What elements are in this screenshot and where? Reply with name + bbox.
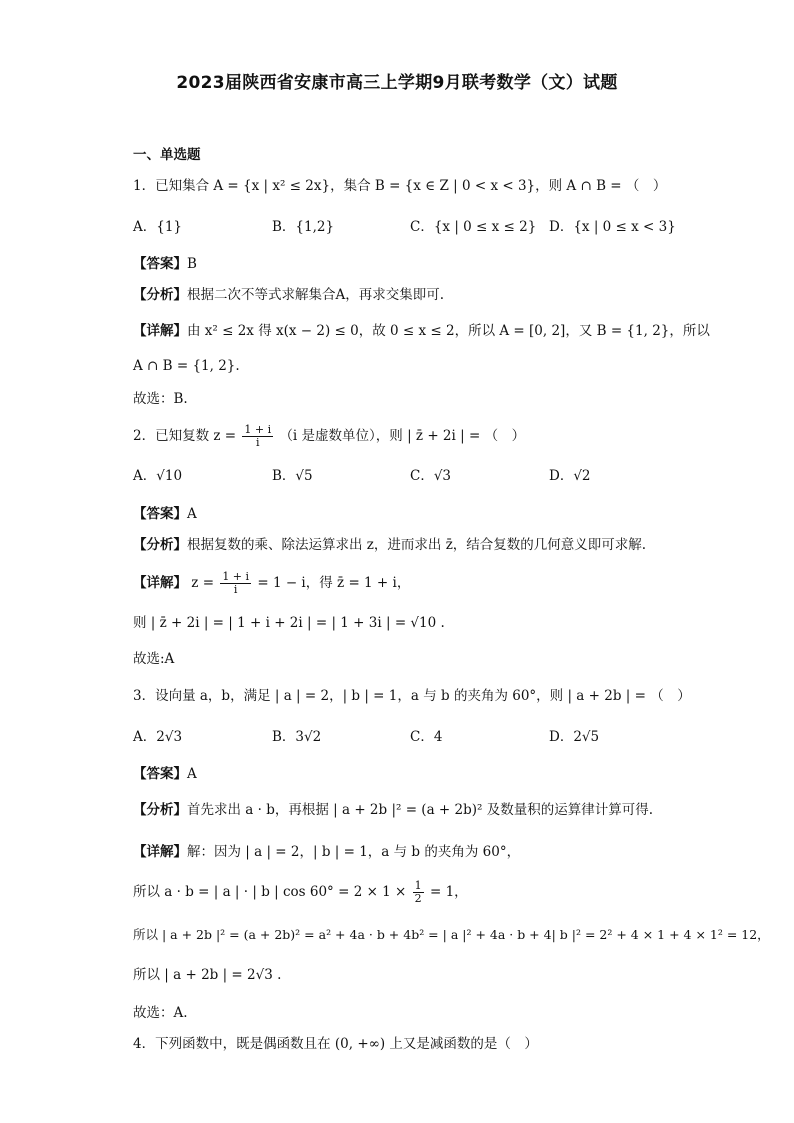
q2-detail-2: 则 | z̄ + 2i | = | 1 + i + 2i | = | 1 + 3i | = √10 . [133, 615, 445, 631]
q2-frac-den: i [256, 436, 260, 449]
q2-analysis-line [133, 536, 646, 554]
q2-detail-pre: z = [191, 575, 215, 591]
q2-answer-line [133, 505, 197, 523]
q3-answer: A [187, 766, 197, 782]
q3-detail-line [133, 843, 520, 861]
q1-option-b: B．{1,2} [272, 219, 335, 235]
q3-half-fraction [413, 880, 424, 905]
q2-stem [133, 424, 525, 449]
q1-detail-1: 由 x² ≤ 2x 得 x(x − 2) ≤ 0，故 0 ≤ x ≤ 2，所以 A = [0, 2]，又 B = {1, 2}，所以 [187, 323, 710, 339]
q3-answer-line [133, 765, 197, 783]
q1-analysis-line [133, 286, 444, 304]
q3-option-c: C．4 [410, 729, 443, 745]
q2-frac-num: 1 + i [244, 423, 272, 436]
q2-option-a: A．√10 [133, 468, 183, 484]
q1-option-a: A．{1} [133, 219, 183, 235]
q1-choose: 故选：B. [133, 391, 188, 407]
q3-choose: 故选：A. [133, 1005, 188, 1021]
q2-detail-frac-num: 1 + i [222, 570, 250, 583]
q2-option-c: C．√3 [410, 468, 452, 484]
detail-label: 【详解】 [133, 844, 187, 860]
q1-detail-line [133, 322, 710, 340]
q1-detail-2: A ∩ B = {1, 2}. [133, 358, 240, 374]
q1-stem: 1．已知集合 A = {x | x² ≤ 2x}，集合 B = {x ∈ Z | 0 < x < 3}，则 A ∩ B = （ ） [133, 178, 667, 194]
answer-label: 【答案】 [133, 256, 187, 272]
q3-option-a: A．2√3 [133, 729, 183, 745]
q4-stem: 4．下列函数中，既是偶函数且在 (0, +∞) 上又是减函数的是（ ） [133, 1036, 538, 1052]
q2-stem-post: （i 是虚数单位），则 | z̄ + 2i | = （ ） [279, 428, 526, 444]
q3-detail-3: 所以 | a + 2b |² = (a + 2b)² = a² + 4a · b + 4b² = | a |² + 4a · b + 4| b |² = 2² + 4 × 1 + 4 × 1² = 12， [133, 927, 770, 942]
q1-answer-line [133, 255, 197, 273]
q2-detail-frac-den: i [233, 583, 238, 596]
analysis-label: 【分析】 [133, 287, 187, 303]
q3-option-d: D．2√5 [549, 729, 600, 745]
q3-detail-1: 解：因为 | a | = 2，| b | = 1，a 与 b 的夹角为 60°， [187, 844, 521, 860]
q1-analysis: 根据二次不等式求解集合A，再求交集即可. [187, 287, 445, 303]
q2-detail-fraction [220, 571, 251, 596]
q3-half-den: 2 [414, 892, 422, 905]
q3-analysis: 首先求出 a · b，再根据 | a + 2b |² = (a + 2b)² 及数量积的运算律计算可得. [187, 802, 654, 818]
section-heading: 一、单选题 [133, 147, 201, 163]
q3-option-b: B．3√2 [272, 729, 322, 745]
q3-detail-2-pre: 所以 a · b = | a | · | b | cos 60° = 2 × 1 × [133, 884, 407, 900]
q3-detail-2-post: = 1， [429, 884, 468, 900]
q3-detail-2-line [133, 880, 468, 905]
analysis-label: 【分析】 [133, 537, 187, 553]
q2-option-d: D．√2 [549, 468, 591, 484]
q1-option-d: D．{x | 0 ≤ x < 3} [549, 219, 676, 235]
analysis-label: 【分析】 [133, 802, 187, 818]
answer-label: 【答案】 [133, 506, 187, 522]
q3-analysis-line [133, 801, 653, 819]
q3-stem: 3．设向量 a，b，满足 | a | = 2，| b | = 1，a 与 b 的夹角为 60°，则 | a + 2b | = （ ） [133, 688, 691, 704]
q2-detail-post: = 1 − i，得 z̄ = 1 + i， [257, 575, 411, 591]
q2-fraction [242, 424, 273, 449]
q2-detail-line [133, 571, 410, 596]
q3-half-num: 1 [414, 879, 422, 892]
page-title: 2023届陕西省安康市高三上学期9月联考数学（文）试题 [176, 73, 618, 93]
detail-label: 【详解】 [133, 575, 187, 591]
q3-detail-4: 所以 | a + 2b | = 2√3 . [133, 967, 282, 983]
q2-choose: 故选:A [133, 651, 175, 667]
q2-option-b: B．√5 [272, 468, 313, 484]
q2-answer: A [187, 506, 197, 522]
q2-analysis: 根据复数的乘、除法运算求出 z，进而求出 z̄，结合复数的几何意义即可求解. [187, 537, 647, 553]
answer-label: 【答案】 [133, 766, 187, 782]
q1-answer: B [187, 256, 197, 272]
q1-option-c: C．{x | 0 ≤ x ≤ 2} [410, 219, 537, 235]
detail-label: 【详解】 [133, 323, 187, 339]
q2-stem-pre: 2．已知复数 z = [133, 428, 237, 444]
